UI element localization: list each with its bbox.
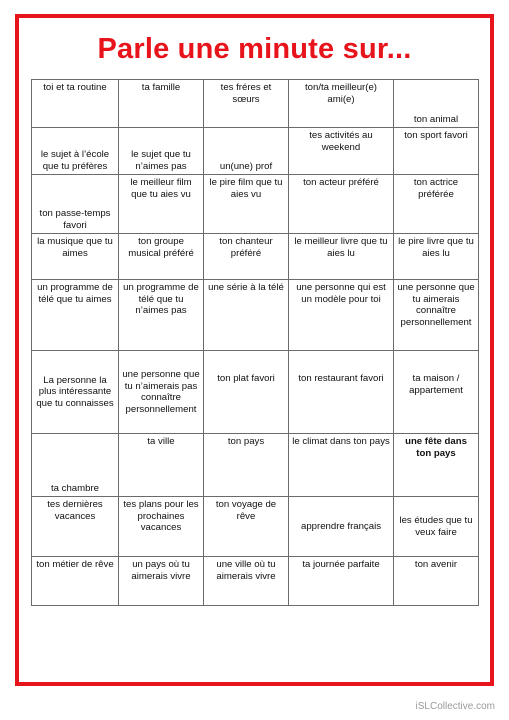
table-row — [32, 557, 479, 606]
topic-cell: La personne la plus intéressante que tu connaisses — [32, 351, 119, 434]
topic-cell: le sujet à l’école que tu préfères — [32, 128, 119, 175]
topic-cell: une série à la télé — [204, 280, 289, 351]
topic-cell: tes activités au weekend — [289, 128, 394, 175]
topic-cell: tes plans pour les prochaines vacances — [119, 497, 204, 557]
table-row — [32, 497, 479, 557]
table-row — [32, 80, 479, 128]
topic-cell: ton/ta meilleur(e) ami(e) — [289, 80, 394, 128]
topic-cell: ton chanteur préféré — [204, 234, 289, 280]
topic-cell: ta chambre — [32, 434, 119, 497]
topic-cell: toi et ta routine — [32, 80, 119, 128]
topic-cell: ton restaurant favori — [289, 351, 394, 434]
topic-cell: le pire film que tu aies vu — [204, 175, 289, 234]
page-title: Parle une minute sur... — [97, 33, 412, 65]
topic-cell: le pire livre que tu aies lu — [394, 234, 479, 280]
topic-cell: une fête dans ton pays — [394, 434, 479, 497]
table-row — [32, 175, 479, 234]
topic-cell: ton actrice préférée — [394, 175, 479, 234]
topic-cell: tes dernières vacances — [32, 497, 119, 557]
table-row — [32, 280, 479, 351]
topic-cell: la musique que tu aimes — [32, 234, 119, 280]
topic-cell: ton passe-temps favori — [32, 175, 119, 234]
topic-cell: ton acteur préféré — [289, 175, 394, 234]
table-row — [32, 434, 479, 497]
topic-cell: ta ville — [119, 434, 204, 497]
topic-cell: une ville où tu aimerais vivre — [204, 557, 289, 606]
topic-grid — [31, 79, 479, 606]
topic-cell: les études que tu veux faire — [394, 497, 479, 557]
topic-cell: ton pays — [204, 434, 289, 497]
table-row — [32, 128, 479, 175]
topic-cell: un(une) prof — [204, 128, 289, 175]
topic-cell: ta journée parfaite — [289, 557, 394, 606]
topic-cell: le meilleur film que tu aies vu — [119, 175, 204, 234]
topic-cell: ton animal — [394, 80, 479, 128]
topic-cell: un programme de télé que tu n’aimes pas — [119, 280, 204, 351]
topic-cell: ton sport favori — [394, 128, 479, 175]
topic-cell: ton groupe musical préféré — [119, 234, 204, 280]
table-row — [32, 351, 479, 434]
table-row — [32, 234, 479, 280]
topic-cell: tes fréres et sœurs — [204, 80, 289, 128]
topic-cell: une personne que tu n’aimerais pas connaître personnellement — [119, 351, 204, 434]
topic-cell: une personne que tu aimerais connaître personnellement — [394, 280, 479, 351]
topic-cell: ton plat favori — [204, 351, 289, 434]
topic-cell: apprendre français — [289, 497, 394, 557]
topic-cell: ton métier de rêve — [32, 557, 119, 606]
topic-cell: un pays où tu aimerais vivre — [119, 557, 204, 606]
topic-cell: ton avenir — [394, 557, 479, 606]
topic-cell: une personne qui est un modèle pour toi — [289, 280, 394, 351]
watermark-footer: iSLCollective.com — [415, 701, 495, 712]
topic-cell: ta maison / appartement — [394, 351, 479, 434]
topic-cell: le climat dans ton pays — [289, 434, 394, 497]
topic-cell: ton voyage de rêve — [204, 497, 289, 557]
topic-cell: ta famille — [119, 80, 204, 128]
topic-cell: le sujet que tu n’aimes pas — [119, 128, 204, 175]
topic-cell: le meilleur livre que tu aies lu — [289, 234, 394, 280]
topic-cell: un programme de télé que tu aimes — [32, 280, 119, 351]
